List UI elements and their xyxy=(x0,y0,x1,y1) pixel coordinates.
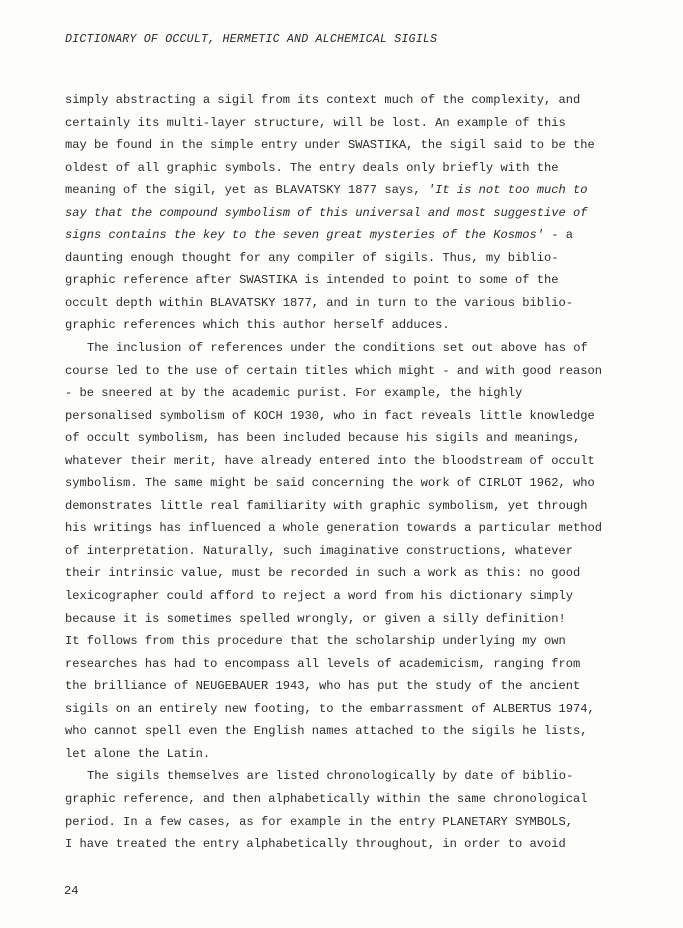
text-segment: let alone the Latin. xyxy=(65,746,211,761)
text-segment: symbolism. The same might be said concerning the work of CIRLOT 1962, who xyxy=(65,476,595,491)
text-line xyxy=(65,292,635,315)
text-line xyxy=(65,224,635,247)
italic-text-segment: 'It is not too much to xyxy=(427,183,588,198)
text-segment: - a xyxy=(544,228,574,243)
text-segment: oldest of all graphic symbols. The entry deals only briefly with the xyxy=(65,160,559,175)
text-segment: lexicographer could afford to reject a word from his dictionary simply xyxy=(65,589,574,604)
text-line xyxy=(65,427,635,450)
text-line xyxy=(65,495,635,518)
text-segment: researches has had to encompass all levels of academicism, ranging from xyxy=(65,656,581,671)
text-segment: whatever their merit, have already entered into the bloodstream of occult xyxy=(65,453,595,468)
text-segment: daunting enough thought for any compiler of sigils. Thus, my biblio- xyxy=(65,250,559,265)
text-segment: of occult symbolism, has been included because his sigils and meanings, xyxy=(65,431,581,446)
text-segment: demonstrates little real familiarity with graphic symbolism, yet through xyxy=(65,498,588,513)
text-segment: - be sneered at by the academic purist. For example, the highly xyxy=(65,386,523,401)
text-segment: graphic references which this author herself adduces. xyxy=(65,318,450,333)
text-line xyxy=(65,765,635,788)
text-segment: may be found in the simple entry under SWASTIKA, the sigil said to be the xyxy=(65,138,595,153)
text-segment: of interpretation. Naturally, such imaginative constructions, whatever xyxy=(65,543,574,558)
text-segment: who cannot spell even the English names attached to the sigils he lists, xyxy=(65,724,588,739)
text-segment: meaning of the sigil, yet as BLAVATSKY 1877 says, xyxy=(65,183,428,198)
text-line xyxy=(65,134,635,157)
text-line xyxy=(65,608,635,631)
italic-text-segment: say that the compound symbolism of this universal and most suggestive of xyxy=(65,205,588,220)
text-line xyxy=(65,698,635,721)
text-line xyxy=(65,675,635,698)
text-segment: certainly its multi-layer structure, will be lost. An example of this xyxy=(65,115,566,130)
text-line xyxy=(65,269,635,292)
text-segment: his writings has influenced a whole generation towards a particular method xyxy=(65,521,603,536)
text-line xyxy=(65,179,635,202)
text-line xyxy=(65,720,635,743)
text-segment: course led to the use of certain titles which might - and with good reason xyxy=(65,363,603,378)
text-segment: sigils on an entirely new footing, to the embarrassment of ALBERTUS 1974, xyxy=(65,701,595,716)
text-line xyxy=(65,472,635,495)
text-line xyxy=(65,653,635,676)
body-text xyxy=(65,89,635,856)
text-line xyxy=(65,89,635,112)
text-segment: their intrinsic value, must be recorded in such a work as this: no good xyxy=(65,566,581,581)
text-line xyxy=(65,788,635,811)
text-line xyxy=(65,540,635,563)
text-segment: The inclusion of references under the conditions set out above has of xyxy=(87,341,588,356)
text-line xyxy=(65,743,635,766)
text-segment: The sigils themselves are listed chronologically by date of biblio- xyxy=(87,769,574,784)
text-line xyxy=(65,517,635,540)
text-line xyxy=(65,630,635,653)
text-line xyxy=(65,157,635,180)
text-line xyxy=(65,314,635,337)
text-segment: I have treated the entry alphabetically throughout, in order to avoid xyxy=(65,837,566,852)
text-line xyxy=(65,360,635,383)
text-segment: occult depth within BLAVATSKY 1877, and in turn to the various biblio- xyxy=(65,295,574,310)
text-line xyxy=(65,247,635,270)
text-segment: the brilliance of NEUGEBAUER 1943, who has put the study of the ancient xyxy=(65,679,581,694)
text-line xyxy=(65,585,635,608)
text-line xyxy=(65,562,635,585)
page-number: 24 xyxy=(64,884,79,898)
text-segment: It follows from this procedure that the scholarship underlying my own xyxy=(65,634,566,649)
text-line xyxy=(65,833,635,856)
text-segment: period. In a few cases, as for example in the entry PLANETARY SYMBOLS, xyxy=(65,814,574,829)
text-segment: graphic reference after SWASTIKA is intended to point to some of the xyxy=(65,273,559,288)
text-segment: because it is sometimes spelled wrongly, or given a silly definition! xyxy=(65,611,566,626)
text-segment: personalised symbolism of KOCH 1930, who in fact reveals little knowledge xyxy=(65,408,595,423)
text-line xyxy=(65,202,635,225)
italic-text-segment: signs contains the key to the seven great mysteries of the Kosmos' xyxy=(65,228,544,243)
text-line xyxy=(65,382,635,405)
text-line xyxy=(65,811,635,834)
text-segment: graphic reference, and then alphabetically within the same chronological xyxy=(65,791,588,806)
text-segment: simply abstracting a sigil from its context much of the complexity, and xyxy=(65,93,581,107)
text-line xyxy=(65,337,635,360)
text-line xyxy=(65,450,635,473)
text-line xyxy=(65,405,635,428)
running-header: DICTIONARY OF OCCULT, HERMETIC AND ALCHEMICAL SIGILS xyxy=(65,33,438,46)
text-line xyxy=(65,112,635,135)
